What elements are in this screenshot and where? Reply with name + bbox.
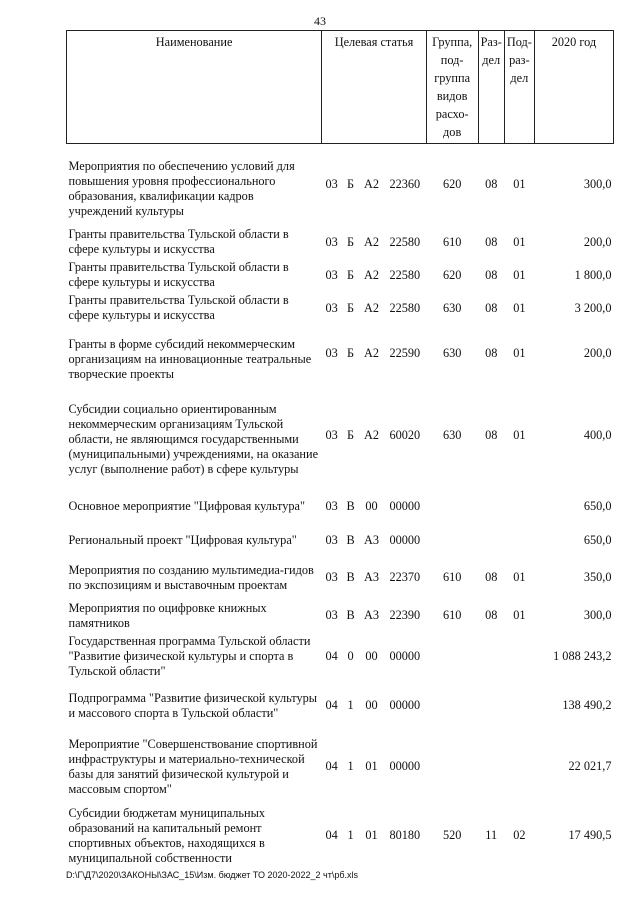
table-row xyxy=(67,259,614,292)
cell-grp: 630 xyxy=(442,428,462,442)
cell-sub: 01 xyxy=(513,608,526,622)
cell-d: 22580 xyxy=(389,300,421,315)
cell-a: 04 xyxy=(325,698,338,712)
cell-a: 04 xyxy=(325,759,338,773)
cell-name: Подпрограмма "Развитие физической культуры и массового спорта в Тульской области" xyxy=(68,690,318,720)
table-row xyxy=(67,226,614,259)
cell-name: Мероприятия по оцифровке книжных памятников xyxy=(68,600,267,630)
file-path-footer: D:\Г\Д7\2020\ЗАКОНЫ\ЗАС_15\Изм. бюджет ТО 2020-2022_2 чт\рб.xls xyxy=(66,870,359,880)
cell-sec: 08 xyxy=(485,345,498,360)
cell-sum: 650,0 xyxy=(583,533,612,547)
cell-sub: 01 xyxy=(513,570,526,584)
cell-name: Государственная программа Тульской области "Развитие физической культуры и спорта в Тульской области" xyxy=(68,634,311,678)
cell-b: Б xyxy=(347,267,355,282)
cell-name: Гранты правительства Тульской области в сфере культуры и искусства xyxy=(68,260,289,289)
cell-a: 04 xyxy=(325,649,338,663)
cell-c: А3 xyxy=(363,608,379,622)
cell-a: 03 xyxy=(325,267,338,282)
cell-b: В xyxy=(346,570,355,584)
cell-a: 03 xyxy=(325,300,338,315)
cell-a: 03 xyxy=(325,533,338,547)
cell-sec: 08 xyxy=(485,608,498,622)
cell-sec xyxy=(478,680,504,732)
cell-grp: 620 xyxy=(442,177,462,192)
cell-grp xyxy=(426,634,478,680)
cell-name: Мероприятие "Совершенствование спортивной инфраструктуры и материально-технической базы для занятий физической культурой и массовым спортом" xyxy=(68,736,318,796)
cell-d: 00000 xyxy=(389,533,421,547)
cell-sum: 200,0 xyxy=(583,345,612,360)
page-number: 43 xyxy=(314,14,326,28)
cell-sum: 300,0 xyxy=(583,608,612,622)
cell-c: 00 xyxy=(365,698,378,712)
cell-sum: 1 800,0 xyxy=(574,267,612,282)
cell-sub: 01 xyxy=(513,234,526,249)
header-target: Целевая статья xyxy=(322,31,427,144)
cell-c: А3 xyxy=(363,533,379,547)
cell-a: 03 xyxy=(325,177,338,192)
cell-grp: 630 xyxy=(442,300,462,315)
table-row xyxy=(67,634,614,680)
cell-c: 00 xyxy=(365,499,378,513)
cell-c: А2 xyxy=(363,177,379,192)
cell-sub xyxy=(504,634,534,680)
cell-name: Мероприятия по обеспечению условий для повышения уровня профессионального образования, квалификации кадров учреждений культуры xyxy=(68,158,295,218)
cell-a: 03 xyxy=(325,499,338,513)
cell-sum: 300,0 xyxy=(583,177,612,192)
cell-sec: 08 xyxy=(485,570,498,584)
cell-sum: 400,0 xyxy=(583,428,612,442)
cell-b: В xyxy=(346,608,355,622)
cell-a: 04 xyxy=(325,828,338,842)
cell-a: 03 xyxy=(325,234,338,249)
cell-sum: 1 088 243,2 xyxy=(553,649,612,663)
table-row xyxy=(67,325,614,382)
cell-sec: 08 xyxy=(485,428,498,442)
cell-grp: 610 xyxy=(442,234,462,249)
cell-c: А2 xyxy=(363,267,379,282)
cell-c: А2 xyxy=(363,234,379,249)
cell-sub: 01 xyxy=(513,177,526,192)
cell-sec xyxy=(478,732,504,802)
cell-b: Б xyxy=(347,234,355,249)
cell-sec: 08 xyxy=(485,234,498,249)
table-row xyxy=(67,524,614,558)
cell-name: Гранты в форме субсидий некоммерческим организациям на инновационные театральные творческие проекты xyxy=(68,336,312,381)
cell-sec: 08 xyxy=(485,300,498,315)
cell-sub: 01 xyxy=(513,300,526,315)
cell-b: Б xyxy=(347,300,355,315)
cell-sec xyxy=(478,490,504,524)
cell-grp: 610 xyxy=(442,608,462,622)
cell-b: Б xyxy=(347,428,355,442)
cell-sum: 17 490,5 xyxy=(568,828,612,842)
cell-sum: 22 021,7 xyxy=(568,759,612,773)
table-row xyxy=(67,732,614,802)
table-row xyxy=(67,680,614,732)
cell-d: 60020 xyxy=(389,428,421,442)
cell-d: 00000 xyxy=(389,499,421,513)
cell-grp xyxy=(426,732,478,802)
cell-grp: 520 xyxy=(442,828,462,842)
cell-sub: 02 xyxy=(513,828,526,842)
cell-sub xyxy=(504,524,534,558)
table-row xyxy=(67,490,614,524)
cell-d: 00000 xyxy=(389,698,421,712)
cell-name: Основное мероприятие "Цифровая культура" xyxy=(68,499,306,513)
cell-c: А3 xyxy=(363,570,379,584)
cell-c: 01 xyxy=(365,828,378,842)
cell-d: 80180 xyxy=(389,828,421,842)
budget-table xyxy=(66,30,614,870)
table-row xyxy=(67,802,614,870)
header-year: 2020 год xyxy=(534,31,613,144)
cell-sub xyxy=(504,490,534,524)
cell-d: 22590 xyxy=(389,345,421,360)
cell-name: Гранты правительства Тульской области в сфере культуры и искусства xyxy=(68,293,289,322)
cell-grp: 610 xyxy=(442,570,462,584)
cell-a: 03 xyxy=(325,608,338,622)
cell-d: 22580 xyxy=(389,267,421,282)
cell-grp xyxy=(426,524,478,558)
cell-sub: 01 xyxy=(513,428,526,442)
cell-d: 22390 xyxy=(389,608,421,622)
cell-a: 03 xyxy=(325,570,338,584)
cell-c: 00 xyxy=(365,649,378,663)
cell-sub xyxy=(504,680,534,732)
cell-grp: 630 xyxy=(442,345,462,360)
header-subsection: Под-раз-дел xyxy=(504,31,534,144)
cell-b: 1 xyxy=(347,698,354,712)
header-section: Раз-дел xyxy=(478,31,504,144)
cell-name: Гранты правительства Тульской области в сфере культуры и искусства xyxy=(68,227,289,256)
cell-grp xyxy=(426,680,478,732)
cell-b: 1 xyxy=(347,759,354,773)
cell-sec: 08 xyxy=(485,267,498,282)
cell-a: 03 xyxy=(325,428,338,442)
cell-b: 0 xyxy=(347,649,354,663)
cell-d: 22370 xyxy=(389,570,421,584)
cell-b: 1 xyxy=(347,828,354,842)
cell-name: Региональный проект "Цифровая культура" xyxy=(68,533,297,547)
table-row xyxy=(67,382,614,490)
table-row xyxy=(67,558,614,598)
header-group: Группа, под-группа видов расхо-дов xyxy=(426,31,478,144)
cell-b: Б xyxy=(347,177,355,192)
cell-d: 22360 xyxy=(389,177,421,192)
cell-c: А2 xyxy=(363,345,379,360)
cell-a: 03 xyxy=(325,345,338,360)
cell-name: Субсидии социально ориентированным некоммерческим организациям Тульской области, не являющимся государственными (муниципальными) учреждениями, на оказание услуг (выполнение работ) в сфере культуры xyxy=(68,402,319,476)
cell-sub: 01 xyxy=(513,267,526,282)
cell-b: В xyxy=(346,499,355,513)
cell-sec xyxy=(478,524,504,558)
cell-sec: 08 xyxy=(485,177,498,192)
cell-sum: 200,0 xyxy=(583,234,612,249)
cell-c: А2 xyxy=(363,300,379,315)
cell-sum: 3 200,0 xyxy=(574,300,612,315)
table-row xyxy=(67,144,614,226)
table-row xyxy=(67,598,614,634)
cell-d: 22580 xyxy=(389,234,421,249)
cell-d: 00000 xyxy=(389,649,421,663)
cell-sub: 01 xyxy=(513,345,526,360)
cell-grp: 620 xyxy=(442,267,462,282)
cell-sec: 11 xyxy=(485,828,498,842)
cell-sub xyxy=(504,732,534,802)
cell-c: А2 xyxy=(363,428,379,442)
cell-sum: 138 490,2 xyxy=(562,698,612,712)
cell-grp xyxy=(426,490,478,524)
cell-sec xyxy=(478,634,504,680)
cell-d: 00000 xyxy=(389,759,421,773)
cell-sum: 650,0 xyxy=(583,499,612,513)
cell-b: Б xyxy=(347,345,355,360)
cell-b: В xyxy=(346,533,355,547)
header-name: Наименование xyxy=(67,31,322,144)
cell-sum: 350,0 xyxy=(583,570,612,584)
cell-name: Субсидии бюджетам муниципальных образований на капитальный ремонт спортивных объектов, находящихся в муниципальной собственности xyxy=(68,805,266,865)
table-row xyxy=(67,292,614,325)
cell-c: 01 xyxy=(365,759,378,773)
cell-name: Мероприятия по созданию мультимедиа-гидов по экспозициям и выставочным проектам xyxy=(68,562,314,592)
